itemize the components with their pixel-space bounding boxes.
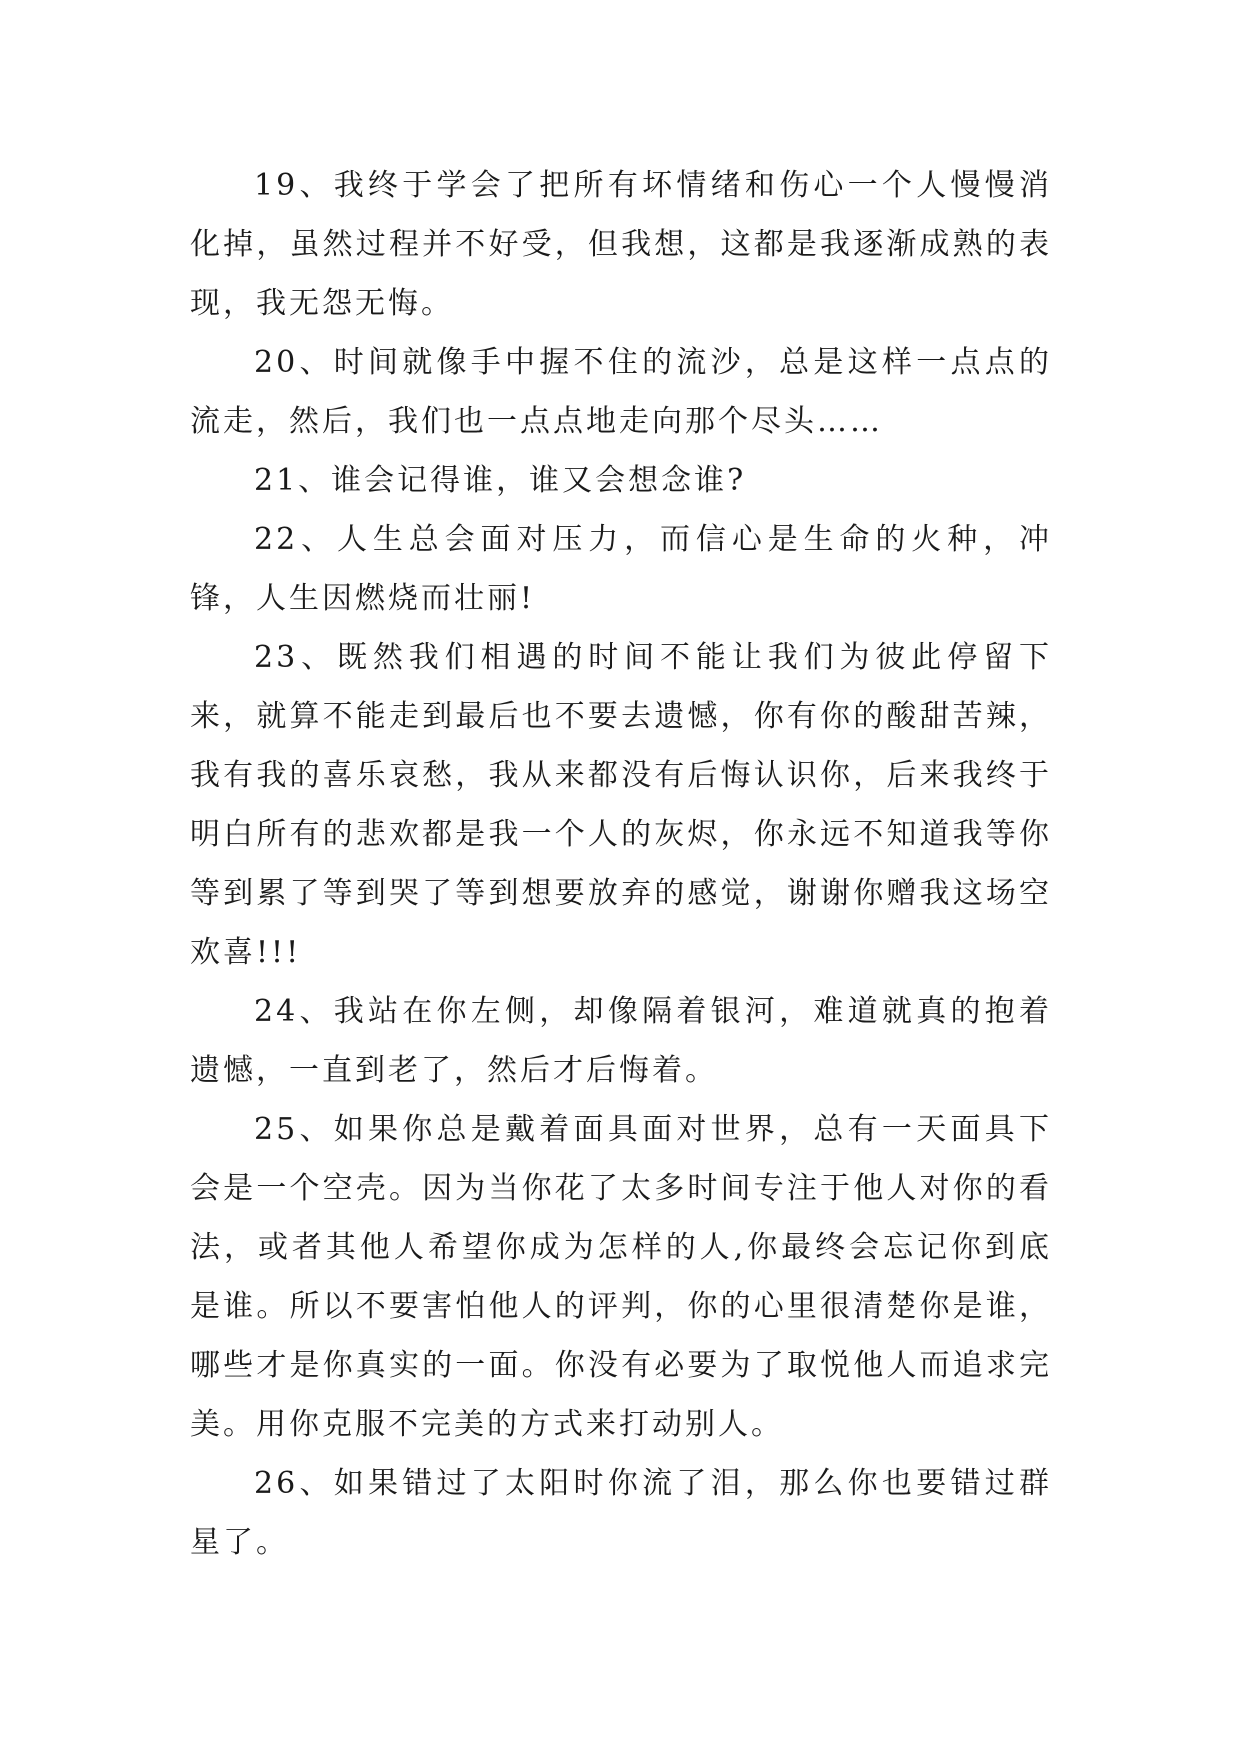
paragraph-19: 19、我终于学会了把所有坏情绪和伤心一个人慢慢消化掉，虽然过程并不好受，但我想，这都是我逐渐成熟的表现，我无怨无悔。 <box>190 168 1052 321</box>
document-body <box>190 156 1052 1572</box>
paragraph-23: 23、既然我们相遇的时间不能让我们为彼此停留下来，就算不能走到最后也不要去遗憾，你有你的酸甜苦辣，我有我的喜乐哀愁，我从来都没有后悔认识你，后来我终于明白所有的悲欢都是我一个人的灰烬，你永远不知道我等你等到累了等到哭了等到想要放弃的感觉，谢谢你赠我这场空欢喜!!! <box>190 640 1052 970</box>
paragraph-20: 20、时间就像手中握不住的流沙，总是这样一点点的流走，然后，我们也一点点地走向那个尽头…… <box>190 345 1052 439</box>
paragraph-26: 26、如果错过了太阳时你流了泪，那么你也要错过群星了。 <box>190 1466 1052 1560</box>
paragraph-21: 21、谁会记得谁，谁又会想念谁? <box>254 463 747 498</box>
paragraph-22: 22、人生总会面对压力，而信心是生命的火种，冲锋，人生因燃烧而壮丽! <box>190 522 1052 616</box>
paragraph-24: 24、我站在你左侧，却像隔着银河，难道就真的抱着遗憾，一直到老了，然后才后悔着。 <box>190 994 1052 1088</box>
paragraph-25: 25、如果你总是戴着面具面对世界，总有一天面具下会是一个空壳。因为当你花了太多时间专注于他人对你的看法，或者其他人希望你成为怎样的人,你最终会忘记你到底是谁。所以不要害怕他人的评判，你的心里很清楚你是谁，哪些才是你真实的一面。你没有必要为了取悦他人而追求完美。用你克服不完美的方式来打动别人。 <box>190 1112 1052 1442</box>
